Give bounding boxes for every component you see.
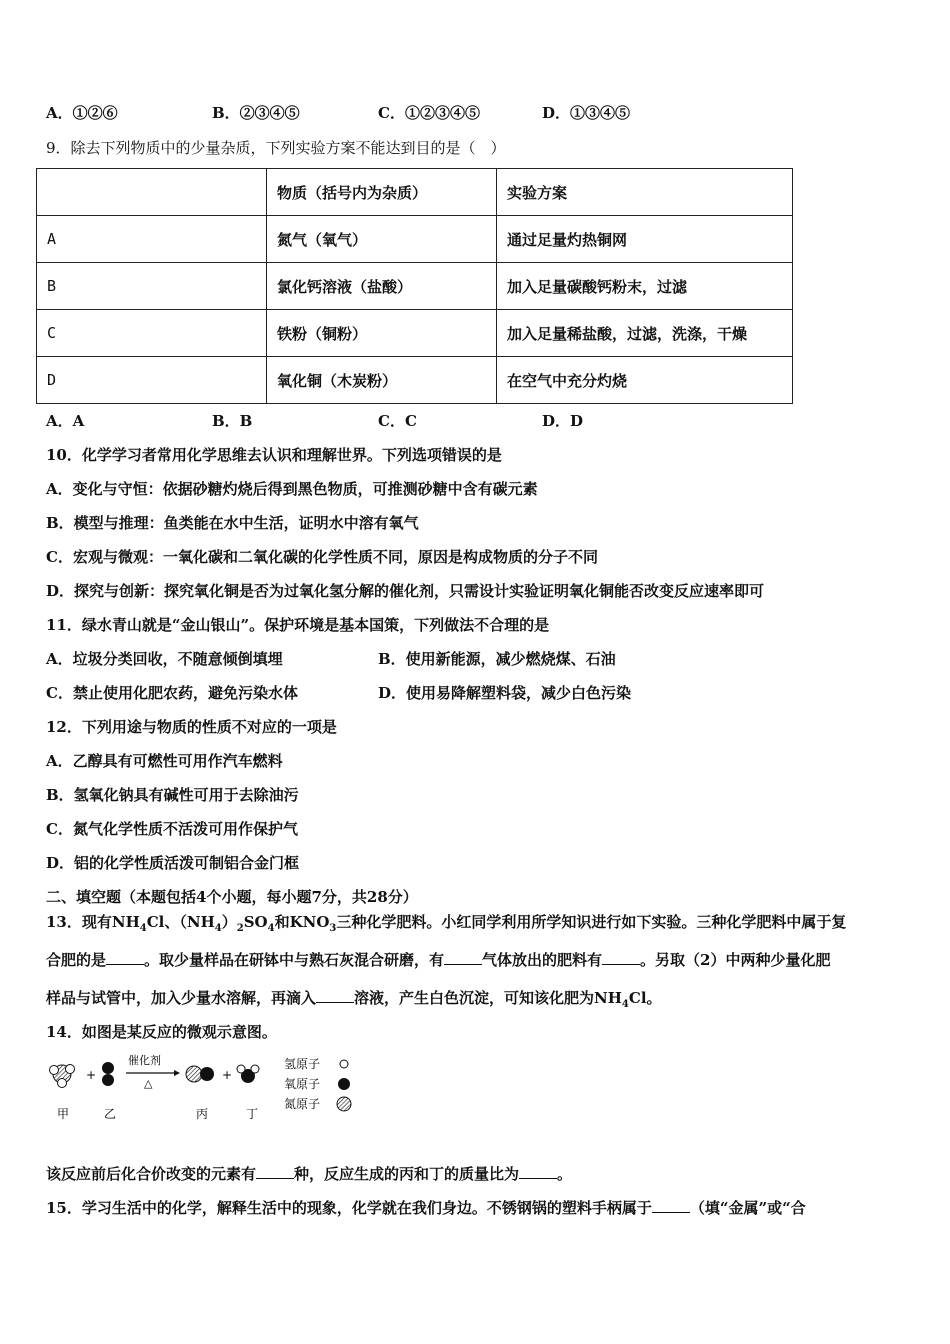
table-cell: 氯化钙溶液（盐酸） [267, 263, 497, 310]
label-bing: 丙 [196, 1107, 209, 1121]
table-header-substance: 物质（括号内为杂质） [267, 169, 497, 216]
q11-option-d: D．使用易降解塑料袋，减少白色污染 [378, 684, 632, 702]
table-cell: 加入足量碳酸钙粉末，过滤 [497, 263, 793, 310]
answer-blank[interactable] [256, 1166, 294, 1179]
plus-sign: + [86, 1068, 97, 1082]
table-row [37, 216, 793, 263]
q11-option-c: C．禁止使用化肥农药，避免污染水体 [46, 684, 298, 702]
answer-blank[interactable] [602, 952, 640, 965]
q8-option-b: B．②③④⑤ [212, 104, 300, 122]
q15-stem: 15．学习生活中的化学，解释生活中的现象，化学就在我们身边。不锈钢锅的塑料手柄属于 （填“金属”或“合 [46, 1199, 806, 1217]
table-row [37, 310, 793, 357]
q10-option-a: A．变化与守恒：依据砂糖灼烧后得到黑色物质，可推测砂糖中含有碳元素 [46, 480, 538, 498]
legend-hydrogen: 氢原子 [284, 1057, 321, 1071]
reaction-diagram [46, 1052, 366, 1124]
plus-sign: + [222, 1068, 233, 1082]
q11-option-a: A．垃圾分类回收，不随意倾倒填埋 [46, 650, 283, 668]
q10-stem: 10．化学学习者常用化学思维去认识和理解世界。下列选项错误的是 [46, 446, 502, 464]
q9-option-a: A．A [46, 412, 85, 430]
table-cell: C [37, 310, 267, 357]
table-cell: 在空气中充分灼烧 [497, 357, 793, 404]
q10-option-c: C．宏观与微观：一氧化碳和二氧化碳的化学性质不同，原因是构成物质的分子不同 [46, 548, 598, 566]
q9-option-d: D．D [542, 412, 584, 430]
answer-blank[interactable] [106, 952, 144, 965]
answer-blank[interactable] [444, 952, 482, 965]
q14-answer-line: 该反应前后化合价改变的元素有 种，反应生成的丙和丁的质量比为 。 [46, 1165, 573, 1183]
q8-option-c: C．①②③④⑤ [378, 104, 480, 122]
table-cell: 氧化铜（木炭粉） [267, 357, 497, 404]
q9-option-b: B．B [212, 412, 253, 430]
q13-line-2: 合肥的是 。取少量样品在研钵中与熟石灰混合研磨，有 气体放出的肥料有 。另取（2）中两种少量化肥 [46, 951, 831, 969]
table-cell: 铁粉（铜粉） [267, 310, 497, 357]
table-row [37, 263, 793, 310]
table-cell: 氮气（氧气） [267, 216, 497, 263]
q9-stem: 9．除去下列物质中的少量杂质，下列实验方案不能达到目的是（ ） [46, 139, 506, 157]
table-header-method: 实验方案 [497, 169, 793, 216]
molecule-jia [50, 1065, 75, 1088]
q9-option-c: C．C [378, 412, 417, 430]
legend-hydrogen-symbol [340, 1060, 348, 1068]
q8-option-a: A．①②⑥ [46, 104, 118, 122]
table-row [37, 357, 793, 404]
q11-option-b: B．使用新能源，减少燃烧煤、石油 [378, 650, 616, 668]
table-cell: D [37, 357, 267, 404]
q12-option-a: A．乙醇具有可燃性可用作汽车燃料 [46, 752, 283, 770]
label-jia: 甲 [57, 1107, 70, 1121]
table-cell: 通过足量灼热铜网 [497, 216, 793, 263]
q13-line-3: 样品与试管中，加入少量水溶解，再滴入 溶液，产生白色沉淀，可知该化肥为$NH_4Cl$。 [46, 989, 662, 1010]
q10-option-b: B．模型与推理：鱼类能在水中生活，证明水中溶有氧气 [46, 514, 419, 532]
label-ding: 丁 [246, 1107, 259, 1121]
q12-stem: 12．下列用途与物质的性质不对应的一项是 [46, 718, 337, 736]
molecule-yi [102, 1062, 114, 1086]
legend-nitrogen: 氮原子 [284, 1097, 321, 1111]
q9-table [36, 168, 793, 404]
table-cell: B [37, 263, 267, 310]
answer-blank[interactable] [652, 1200, 690, 1213]
table-row [37, 169, 793, 216]
table-cell: 加入足量稀盐酸，过滤，洗涤，干燥 [497, 310, 793, 357]
q12-option-b: B．氢氧化钠具有碱性可用于去除油污 [46, 786, 299, 804]
catalyst-label: 催化剂 [128, 1054, 161, 1067]
q14-stem: 14．如图是某反应的微观示意图。 [46, 1023, 277, 1041]
section-heading: 二、填空题（本题包括4个小题，每小题7分，共28分） [46, 888, 418, 906]
q10-option-d: D．探究与创新：探究氧化铜是否为过氧化氢分解的催化剂，只需设计实验证明氧化铜能否改变反应速率即可 [46, 582, 765, 600]
table-cell: A [37, 216, 267, 263]
legend-oxygen-symbol [338, 1078, 350, 1090]
label-yi: 乙 [104, 1107, 117, 1121]
legend-oxygen: 氧原子 [284, 1077, 321, 1091]
heat-symbol: △ [144, 1077, 153, 1090]
answer-blank[interactable] [316, 990, 354, 1003]
answer-blank[interactable] [519, 1166, 557, 1179]
q8-option-d: D．①③④⑤ [542, 104, 631, 122]
arrow-head [174, 1070, 180, 1076]
legend-nitrogen-symbol [337, 1097, 351, 1111]
q12-option-c: C．氮气化学性质不活泼可用作保护气 [46, 820, 298, 838]
molecule-bing [186, 1066, 214, 1082]
q13-line-1: 13．现有$NH_4Cl$、$(NH_4)_2SO_4$和$KNO_3$三种化学肥料。小红同学利用所学知识进行如下实验。三种化学肥料中属于复 [46, 913, 847, 934]
q12-option-d: D．铝的化学性质活泼可制铝合金门框 [46, 854, 300, 872]
q11-stem: 11．绿水青山就是“金山银山”。保护环境是基本国策，下列做法不合理的是 [46, 616, 550, 634]
table-cell [37, 169, 267, 216]
molecule-ding [237, 1065, 259, 1083]
